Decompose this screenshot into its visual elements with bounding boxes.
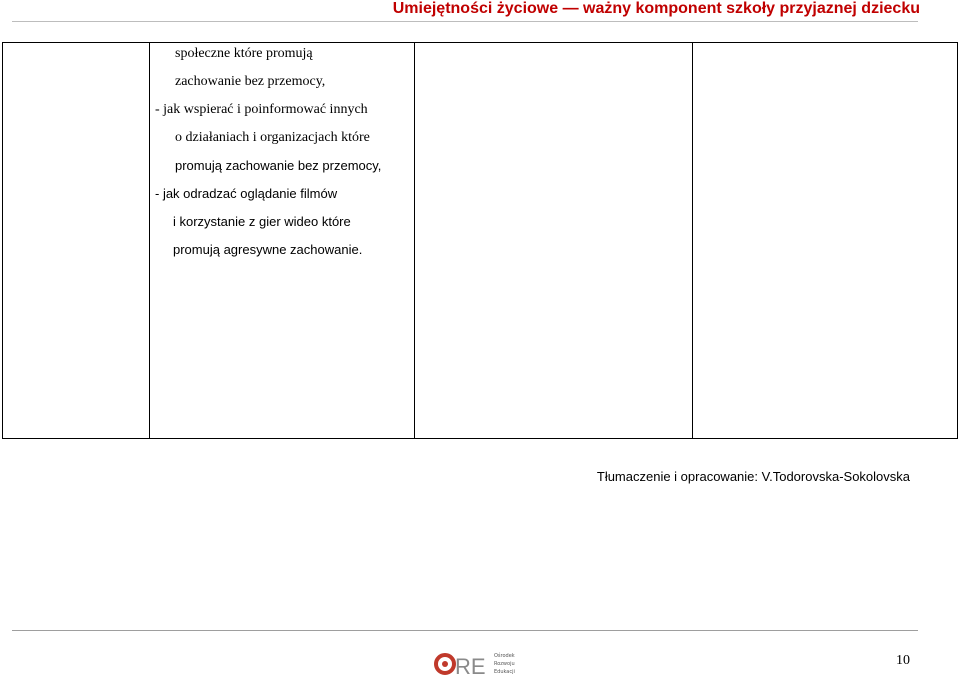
logo-sub-line: Ośrodek	[494, 653, 515, 659]
translation-credit: Tłumaczenie i opracowanie: V.Todorovska-Sokolovska	[596, 469, 910, 484]
table-cell-line: promują zachowanie bez przemocy,	[175, 158, 382, 173]
page-number: 10	[896, 653, 910, 668]
table-column-separator-2	[414, 43, 415, 438]
content-table	[2, 42, 958, 439]
table-cell-line: - jak odradzać oglądanie filmów	[155, 186, 338, 201]
table-cell-line: zachowanie bez przemocy,	[175, 74, 326, 89]
table-cell-line: społeczne które promują	[175, 46, 313, 61]
logo-sub-line: Edukacji	[494, 669, 515, 675]
logo-sub-line: Rozwoju	[494, 661, 515, 667]
table-column-separator-1	[149, 43, 150, 438]
ore-logo-icon	[434, 649, 494, 679]
footer-divider	[12, 630, 918, 631]
table-column-separator-3	[692, 43, 693, 438]
page-header-title: Umiejętności życiowe — ważny komponent szkoły przyjaznej dziecku	[392, 0, 920, 17]
table-cell-line: i korzystanie z gier wideo które	[173, 214, 351, 229]
header-divider	[12, 21, 918, 22]
svg-text:RE: RE	[455, 654, 486, 679]
ore-logo-subtitle	[494, 652, 515, 676]
table-cell-line: promują agresywne zachowanie.	[173, 242, 363, 257]
table-cell-line: - jak wspierać i poinformować innych	[155, 102, 368, 117]
table-cell-line: o działaniach i organizacjach które	[175, 130, 370, 145]
